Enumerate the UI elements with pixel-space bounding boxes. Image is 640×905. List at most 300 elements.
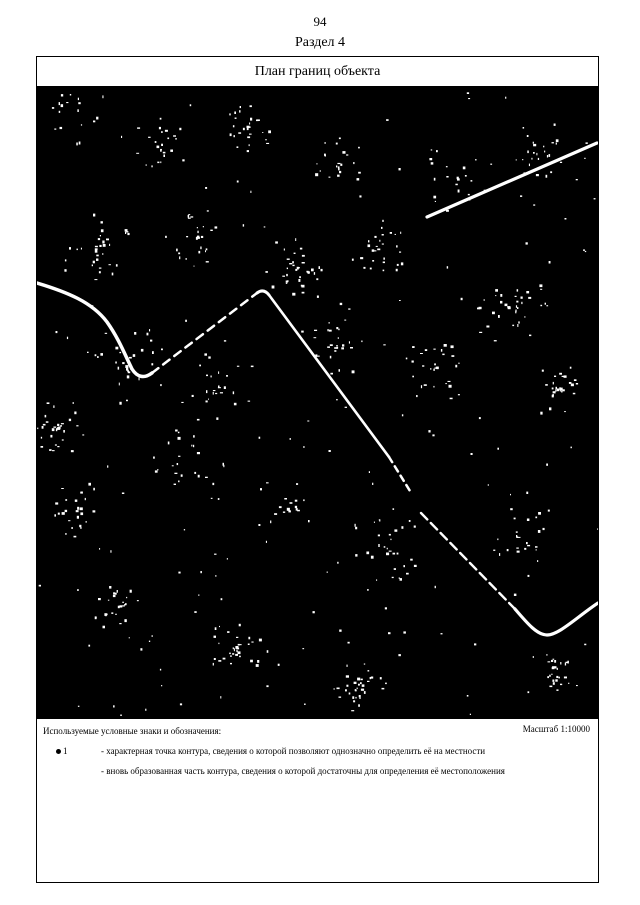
map-speck: [517, 324, 518, 327]
map-speck: [455, 184, 457, 186]
map-speck: [573, 393, 576, 395]
map-speck: [200, 571, 202, 573]
map-speck: [220, 392, 223, 393]
map-speck: [471, 180, 473, 182]
map-speck: [128, 371, 131, 373]
map-speck: [576, 685, 578, 686]
map-speck: [535, 546, 538, 548]
map-speck: [546, 654, 547, 655]
map-speck: [400, 578, 403, 581]
map-speck: [62, 439, 64, 440]
map-speck: [347, 665, 348, 667]
map-speck: [367, 589, 369, 591]
map-speck: [297, 267, 300, 268]
map-speck: [594, 198, 596, 199]
map-speck: [542, 370, 544, 372]
map-speck: [272, 286, 275, 289]
map-speck: [471, 453, 473, 455]
map-speck: [553, 391, 556, 393]
map-speck: [58, 513, 60, 515]
map-speck: [295, 238, 296, 241]
map-speck: [75, 500, 78, 502]
map-speck: [126, 597, 127, 598]
map-speck: [124, 619, 126, 622]
map-speck: [93, 261, 95, 264]
map-speck: [237, 146, 239, 148]
map-speck: [552, 667, 555, 669]
map-speck: [361, 341, 362, 343]
map-speck: [206, 261, 209, 262]
map-speck: [296, 483, 298, 485]
map-speck: [345, 407, 347, 408]
map-speck: [563, 389, 565, 391]
map-speck: [497, 448, 499, 450]
map-speck: [197, 452, 200, 454]
map-speck: [529, 335, 531, 337]
map-speck: [178, 456, 180, 457]
map-speck: [372, 483, 373, 485]
map-speck: [390, 232, 392, 234]
map-speck: [422, 365, 424, 366]
map-speck: [330, 356, 332, 359]
map-speck: [386, 119, 389, 121]
map-speck: [358, 172, 361, 174]
map-speck: [351, 710, 354, 711]
map-speck: [522, 159, 523, 160]
map-speck: [134, 332, 136, 335]
map-speck: [537, 560, 538, 562]
map-speck: [559, 677, 560, 679]
map-speck: [434, 363, 436, 365]
map-speck: [69, 419, 71, 421]
map-speck: [484, 299, 485, 300]
map-speck: [213, 390, 216, 391]
map-speck: [227, 558, 228, 559]
map-speck: [213, 663, 214, 666]
map-speck: [161, 349, 163, 351]
map-speck: [178, 572, 180, 574]
map-speck: [155, 470, 158, 472]
map-speck: [429, 158, 432, 160]
map-speck: [425, 349, 427, 351]
map-speck: [561, 390, 562, 392]
map-speck: [126, 369, 128, 371]
map-speck: [533, 152, 535, 154]
map-speck: [214, 636, 217, 638]
map-speck: [115, 362, 117, 364]
map-speck: [88, 483, 91, 486]
map-speck: [538, 158, 539, 160]
map-speck: [157, 162, 159, 164]
map-speck: [71, 527, 72, 529]
map-speck: [304, 704, 306, 706]
map-speck: [152, 351, 154, 354]
map-speck: [348, 308, 350, 309]
map-speck: [173, 135, 176, 136]
map-speck: [194, 611, 196, 613]
map-speck: [122, 605, 125, 606]
map-speck: [80, 492, 82, 493]
map-speck: [210, 230, 213, 231]
map-speck: [389, 534, 391, 536]
map-speck: [223, 658, 226, 660]
map-speck: [400, 232, 401, 234]
map-speck: [71, 450, 74, 452]
map-speck: [556, 689, 558, 691]
map-speck: [141, 349, 144, 352]
map-speck: [367, 681, 370, 682]
map-speck: [368, 670, 370, 671]
map-speck: [520, 195, 522, 197]
map-speck: [243, 128, 245, 130]
map-speck: [488, 484, 489, 485]
map-speck: [524, 548, 526, 550]
map-speck: [526, 492, 528, 494]
map-speck: [113, 705, 115, 707]
map-speck: [554, 124, 556, 126]
map-speck: [178, 481, 179, 483]
map-speck: [442, 354, 444, 356]
map-speck: [77, 516, 79, 519]
map-speck: [259, 437, 261, 439]
map-speck: [555, 666, 557, 668]
map-speck: [523, 127, 525, 129]
map-speck: [218, 498, 220, 500]
point-symbol: [55, 746, 95, 758]
map-speck: [60, 127, 63, 129]
map-speck: [188, 218, 191, 219]
map-speck: [337, 562, 338, 564]
map-speck: [180, 703, 182, 705]
map-speck: [200, 247, 201, 250]
map-speck: [74, 412, 76, 415]
map-speck: [247, 136, 250, 138]
map-speck: [163, 152, 166, 154]
map-speck: [52, 107, 54, 109]
map-speck: [369, 471, 370, 473]
map-speck: [265, 139, 266, 140]
map-speck: [109, 586, 111, 589]
map-speck: [94, 279, 97, 280]
map-speck: [314, 330, 317, 331]
map-speck: [61, 423, 64, 424]
map-speck: [119, 402, 121, 405]
map-speck: [576, 383, 578, 385]
map-speck: [435, 201, 436, 202]
map-speck: [250, 105, 252, 107]
map-speck: [239, 110, 240, 112]
map-speck: [78, 706, 80, 707]
map-speck: [340, 164, 342, 166]
map-speck: [363, 267, 365, 269]
map-speck: [165, 236, 167, 238]
map-speck: [229, 113, 230, 115]
map-speck: [81, 124, 82, 125]
map-speck: [547, 155, 548, 158]
map-speck: [528, 575, 530, 577]
map-speck: [505, 97, 506, 99]
map-speck: [100, 353, 103, 356]
map-speck: [205, 477, 208, 478]
map-speck: [376, 579, 377, 580]
map-speck: [149, 641, 150, 642]
map-speck: [108, 600, 109, 601]
map-speck: [159, 127, 161, 129]
map-speck: [290, 502, 293, 504]
map-speck: [55, 502, 58, 504]
map-speck: [270, 521, 271, 524]
plan-title: План границ объекта: [37, 57, 598, 87]
map-speck: [184, 529, 185, 530]
map-speck: [121, 136, 122, 138]
map-speck: [531, 158, 532, 160]
plan-frame: [36, 56, 599, 883]
map-speck: [327, 346, 330, 348]
map-speck: [468, 194, 470, 195]
map-speck: [185, 320, 187, 322]
map-speck: [93, 488, 95, 491]
map-speck: [264, 226, 266, 227]
map-speck: [492, 312, 495, 315]
map-speck: [284, 498, 287, 500]
map-speck: [193, 445, 194, 447]
map-speck: [431, 162, 434, 164]
map-speck: [430, 368, 431, 369]
map-speck: [510, 494, 511, 495]
map-speck: [115, 593, 117, 595]
map-speck: [410, 559, 413, 561]
map-speck: [165, 130, 168, 132]
map-speck: [98, 598, 101, 600]
boundary-map: [37, 87, 598, 719]
map-speck: [290, 438, 291, 440]
map-speck: [399, 300, 401, 301]
map-speck: [96, 117, 98, 120]
map-speck: [361, 679, 363, 681]
map-speck: [552, 388, 554, 390]
map-speck: [205, 187, 207, 189]
map-speck: [554, 660, 556, 663]
map-speck: [359, 195, 361, 197]
map-speck: [493, 550, 495, 551]
map-speck: [266, 482, 269, 483]
map-speck: [211, 498, 213, 499]
map-speck: [102, 95, 103, 98]
map-speck: [288, 510, 291, 512]
map-speck: [234, 112, 236, 115]
map-speck: [556, 387, 558, 389]
map-speck: [50, 435, 52, 438]
map-speck: [93, 510, 96, 512]
map-speck: [352, 696, 354, 699]
map-speck: [514, 518, 516, 520]
map-speck: [218, 387, 221, 388]
map-speck: [468, 98, 470, 99]
map-speck: [194, 472, 196, 474]
map-speck: [136, 153, 139, 154]
map-speck: [397, 553, 399, 555]
map-speck: [268, 130, 271, 133]
map-speck: [383, 270, 385, 272]
map-speck: [197, 227, 198, 228]
map-speck: [564, 677, 567, 679]
map-speck: [103, 244, 106, 247]
map-speck: [249, 123, 250, 125]
map-speck: [102, 253, 103, 255]
map-speck: [303, 446, 305, 447]
map-speck: [181, 402, 183, 403]
map-speck: [526, 291, 529, 293]
map-speck: [364, 691, 366, 694]
map-speck: [507, 306, 510, 308]
map-speck: [479, 307, 482, 309]
map-speck: [355, 690, 357, 691]
map-speck: [265, 271, 268, 273]
map-speck: [329, 322, 330, 323]
map-speck: [524, 316, 525, 317]
map-speck: [317, 296, 319, 298]
map-speck: [494, 340, 497, 341]
map-speck: [552, 680, 554, 682]
map-speck: [538, 530, 541, 533]
map-speck: [360, 257, 363, 259]
map-speck: [337, 163, 340, 164]
map-speck: [553, 382, 554, 385]
map-speck: [122, 362, 124, 364]
map-speck: [87, 352, 89, 353]
map-speck: [230, 663, 232, 664]
map-speck: [386, 553, 389, 556]
map-speck: [349, 341, 350, 343]
map-speck: [76, 510, 79, 512]
map-speck: [556, 139, 559, 142]
map-speck: [390, 539, 391, 540]
map-speck: [73, 402, 74, 404]
map-speck: [109, 244, 110, 246]
map-speck: [76, 143, 78, 146]
part-description: - вновь образованная часть контура, сведения о которой достаточны для определения её местоположения: [101, 766, 505, 776]
map-speck: [564, 375, 567, 377]
map-speck: [533, 144, 536, 146]
map-speck: [517, 307, 518, 309]
map-speck: [416, 395, 418, 397]
map-speck: [243, 224, 244, 226]
map-speck: [516, 531, 518, 532]
map-speck: [412, 346, 415, 348]
map-speck: [344, 320, 346, 321]
map-speck: [289, 263, 292, 264]
map-speck: [262, 132, 263, 133]
map-speck: [552, 394, 554, 396]
map-speck: [218, 660, 221, 662]
map-speck: [197, 231, 198, 233]
map-speck: [516, 535, 517, 537]
map-speck: [199, 365, 201, 367]
map-speck: [188, 214, 190, 215]
map-speck: [61, 104, 64, 107]
map-speck: [42, 426, 44, 429]
map-speck: [379, 520, 380, 522]
map-speck: [111, 612, 113, 614]
map-speck: [597, 528, 598, 529]
map-speck: [112, 273, 114, 276]
map-speck: [465, 175, 467, 177]
map-speck: [434, 178, 436, 181]
map-speck: [448, 381, 451, 382]
map-speck: [190, 216, 193, 217]
map-speck: [102, 241, 104, 244]
map-speck: [527, 135, 529, 137]
map-speck: [549, 407, 551, 410]
map-speck: [223, 465, 224, 467]
map-speck: [399, 252, 401, 253]
map-speck: [548, 510, 550, 512]
map-speck: [248, 644, 250, 646]
map-speck: [527, 545, 530, 546]
map-speck: [46, 421, 49, 423]
map-speck: [181, 474, 183, 476]
map-speck: [96, 259, 98, 261]
map-speck: [186, 236, 188, 237]
map-speck: [470, 714, 471, 715]
map-speck: [449, 385, 452, 388]
map-speck: [406, 573, 409, 575]
map-speck: [320, 170, 321, 171]
map-speck: [248, 126, 251, 128]
map-speck: [458, 363, 460, 364]
map-speck: [240, 644, 242, 645]
map-speck: [218, 643, 219, 644]
map-speck: [80, 507, 83, 510]
map-speck: [287, 259, 290, 260]
map-speck: [196, 237, 198, 240]
map-speck: [119, 383, 120, 386]
map-speck: [357, 178, 360, 180]
map-speck: [213, 392, 214, 395]
map-speck: [95, 250, 98, 253]
map-speck: [361, 689, 364, 691]
map-speck: [516, 548, 519, 549]
map-speck: [338, 166, 340, 168]
map-speck: [311, 269, 314, 272]
map-speck: [76, 425, 78, 426]
map-speck: [296, 508, 298, 511]
map-speck: [152, 635, 153, 637]
map-speck: [190, 104, 192, 106]
map-speck: [284, 249, 285, 251]
map-speck: [479, 332, 482, 333]
map-speck: [157, 146, 160, 149]
map-speck: [342, 151, 345, 154]
map-speck: [239, 656, 241, 658]
map-speck: [109, 264, 111, 265]
map-speck: [307, 421, 309, 422]
map-speck: [377, 249, 380, 251]
map-speck: [80, 512, 83, 515]
map-speck: [556, 143, 557, 145]
map-speck: [436, 367, 439, 370]
map-speck: [316, 163, 317, 164]
map-speck: [444, 344, 447, 347]
map-speck: [463, 167, 466, 170]
map-speck: [234, 135, 235, 137]
map-speck: [122, 602, 124, 603]
map-speck: [54, 514, 56, 516]
map-speck: [238, 651, 241, 654]
map-speck: [517, 551, 520, 553]
map-speck: [399, 168, 401, 170]
map-speck: [157, 469, 158, 470]
